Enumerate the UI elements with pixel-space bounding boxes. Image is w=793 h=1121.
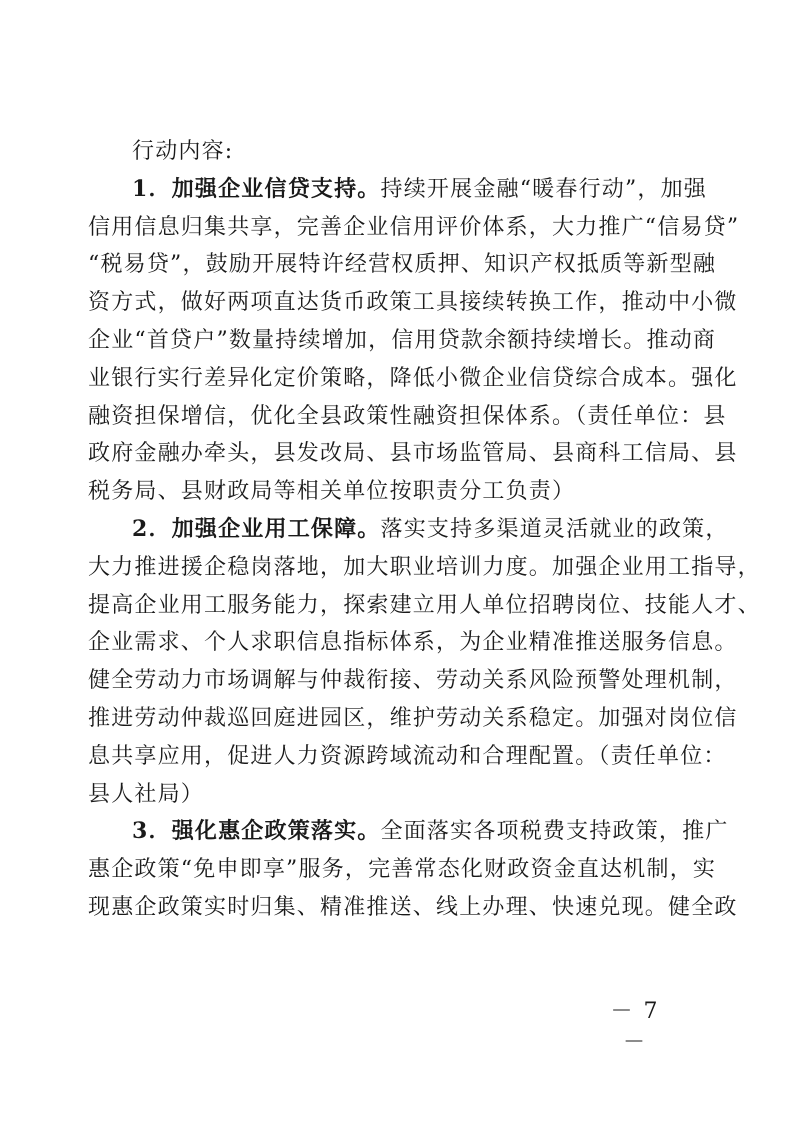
- line-text: 县人社局）: [88, 781, 205, 807]
- line-text: 企业“首贷户”数量持续增加，信用贷款余额持续增长。推动商: [88, 327, 717, 353]
- item-heading-3: 3．强化惠企政策落实。: [132, 818, 381, 845]
- line-text: 资方式，做好两项直达货币政策工具接续转换工作，推动中小微: [88, 290, 738, 316]
- paragraph-line: [88, 851, 717, 889]
- paragraph-line: [88, 549, 761, 587]
- paragraph-line: [88, 435, 738, 473]
- item-heading-1: 1．加强企业信贷支持。: [132, 175, 381, 202]
- line-text: 息共享应用，促进人力资源跨域流动和合理配置。（责任单位：: [88, 743, 727, 769]
- line-text: 健全劳动力市场调解与仲裁衔接、劳动关系风险预警处理机制，: [88, 668, 738, 694]
- section-heading: [88, 133, 688, 171]
- line-text: 提高企业用工服务能力，探索建立用人单位招聘岗位、技能人才、: [88, 592, 761, 618]
- paragraph-line: [88, 246, 717, 284]
- line-text: 现惠企政策实时归集、精准推送、线上办理、快速兑现。健全政: [88, 894, 738, 920]
- paragraph-line: [88, 889, 738, 927]
- document-body: [88, 133, 761, 927]
- paragraph-line: [88, 776, 688, 814]
- line-text: “税易贷”，鼓励开展特许经营权质押、知识产权抵质等新型融: [88, 252, 717, 278]
- paragraph-line: [88, 171, 708, 209]
- item-heading-2: 2．加强企业用工保障。: [132, 515, 381, 542]
- paragraph-line: [88, 662, 738, 700]
- line-text: 政府金融办牵头，县发改局、县市场监管局、县商科工信局、县: [88, 441, 738, 467]
- paragraph-line: [88, 813, 729, 851]
- paragraph-line: [88, 284, 738, 322]
- page-number: － 7 －: [610, 999, 660, 1055]
- line-text: 惠企政策“免申即享”服务，完善常态化财政资金直达机制，实: [88, 857, 717, 883]
- line-text: 推进劳动仲裁巡回庭进园区，维护劳动关系稳定。加强对岗位信: [88, 705, 738, 731]
- paragraph-line: [88, 322, 717, 360]
- line-text: 全面落实各项税费支持政策，推广: [380, 819, 729, 845]
- line-text: 持续开展金融“暖春行动”，加强: [380, 176, 708, 202]
- paragraph-line: [88, 209, 740, 247]
- line-text: 融资担保增信，优化全县政策性融资担保体系。（责任单位：县: [88, 403, 727, 429]
- line-text: 业银行实行差异化定价策略，降低小微企业信贷综合成本。强化: [88, 365, 738, 391]
- paragraph-line: [88, 624, 738, 662]
- line-text: 大力推进援企稳岗落地，加大职业培训力度。加强企业用工指导，: [88, 554, 761, 580]
- line-text: 落实支持多渠道灵活就业的政策，: [380, 516, 729, 542]
- paragraph-line: [88, 360, 738, 398]
- paragraph-line: [88, 511, 729, 549]
- paragraph-line: [88, 587, 761, 625]
- paragraph-line: [88, 738, 727, 776]
- paragraph-line: [88, 473, 688, 511]
- line-text: 企业需求、个人求职信息指标体系，为企业精准推送服务信息。: [88, 630, 738, 656]
- line-text: 税务局、县财政局等相关单位按职责分工负责）: [88, 479, 576, 505]
- paragraph-line: [88, 398, 727, 436]
- paragraph-line: [88, 700, 738, 738]
- line-text: 信用信息归集共享，完善企业信用评价体系，大力推广“信易贷”: [88, 214, 740, 240]
- line-text: 行动内容:: [132, 139, 234, 164]
